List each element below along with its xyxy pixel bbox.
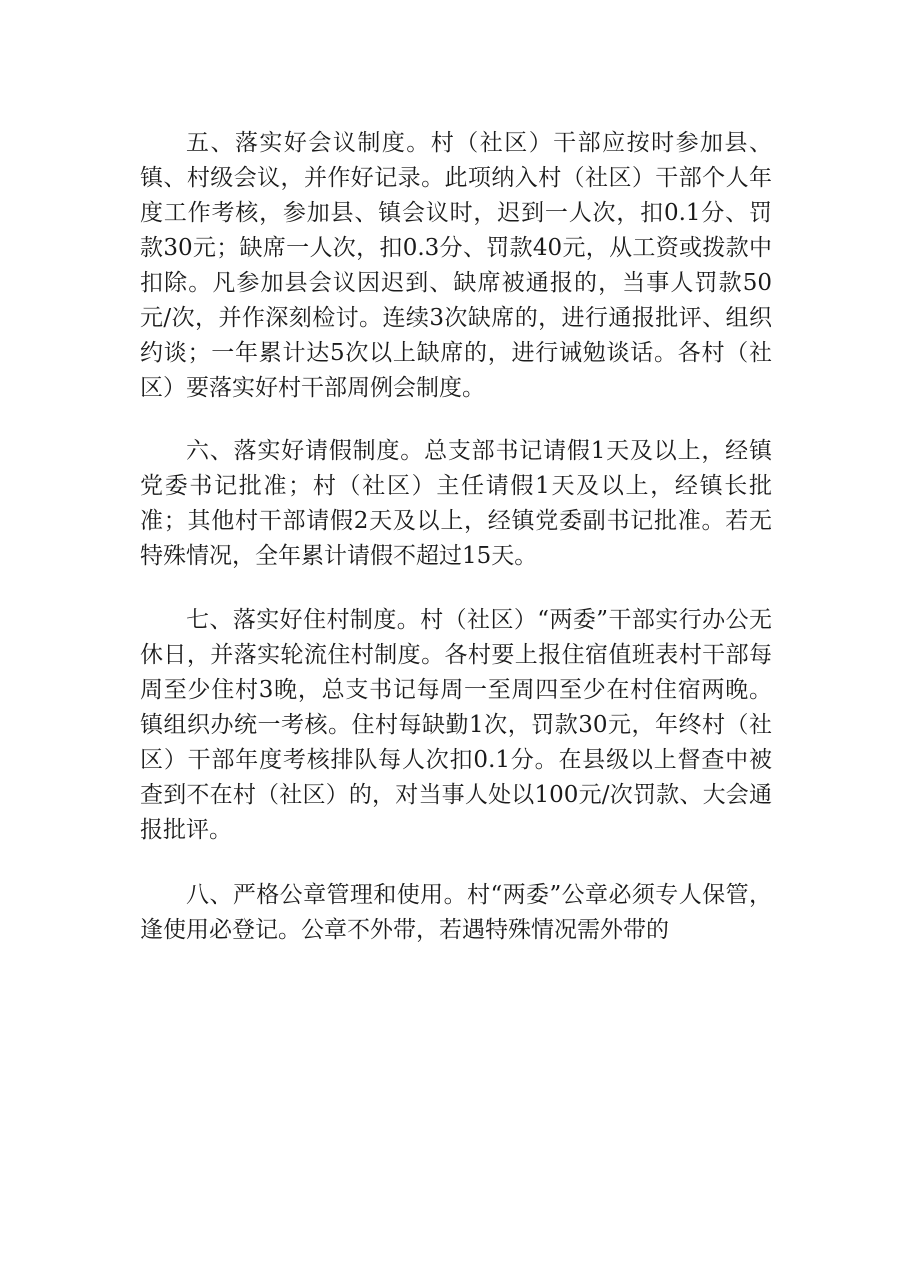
document-body [140,126,772,948]
paragraph-leave-system: 六、落实好请假制度。总支部书记请假1天及以上，经镇党委书记批准；村（社区）主任请假1天及以上，经镇长批准；其他村干部请假2天及以上，经镇党委副书记批准。若无特殊情况，全年累计请假不超过15天。 [140,438,772,569]
paragraph-residence-system: 七、落实好住村制度。村（社区）“两委”干部实行办公无休日，并落实轮流住村制度。各村要上报住宿值班表村干部每周至少住村3晚，总支书记每周一至周四至少在村住宿两晚。镇组织办统一考核。住村每缺勤1次，罚款30元，年终村（社区）干部年度考核排队每人次扣0.1分。在县级以上督查中被查到不在村（社区）的，对当事人处以100元/次罚款、大会通报批评。 [140,607,772,843]
paragraph-seal-management: 八、严格公章管理和使用。村“两委”公章必须专人保管，逢使用必登记。公章不外带，若遇特殊情况需外带的 [140,882,772,943]
paragraph-meeting-system: 五、落实好会议制度。村（社区）干部应按时参加县、镇、村级会议，并作好记录。此项纳入村（社区）干部个人年度工作考核，参加县、镇会议时，迟到一人次，扣0.1分、罚款30元；缺席一人次，扣0.3分、罚款40元，从工资或拨款中扣除。凡参加县会议因迟到、缺席被通报的，当事人罚款50元/次，并作深刻检讨。连续3次缺席的，进行通报批评、组织约谈；一年累计达5次以上缺席的，进行诫勉谈话。各村（社区）要落实好村干部周例会制度。 [140,130,772,401]
